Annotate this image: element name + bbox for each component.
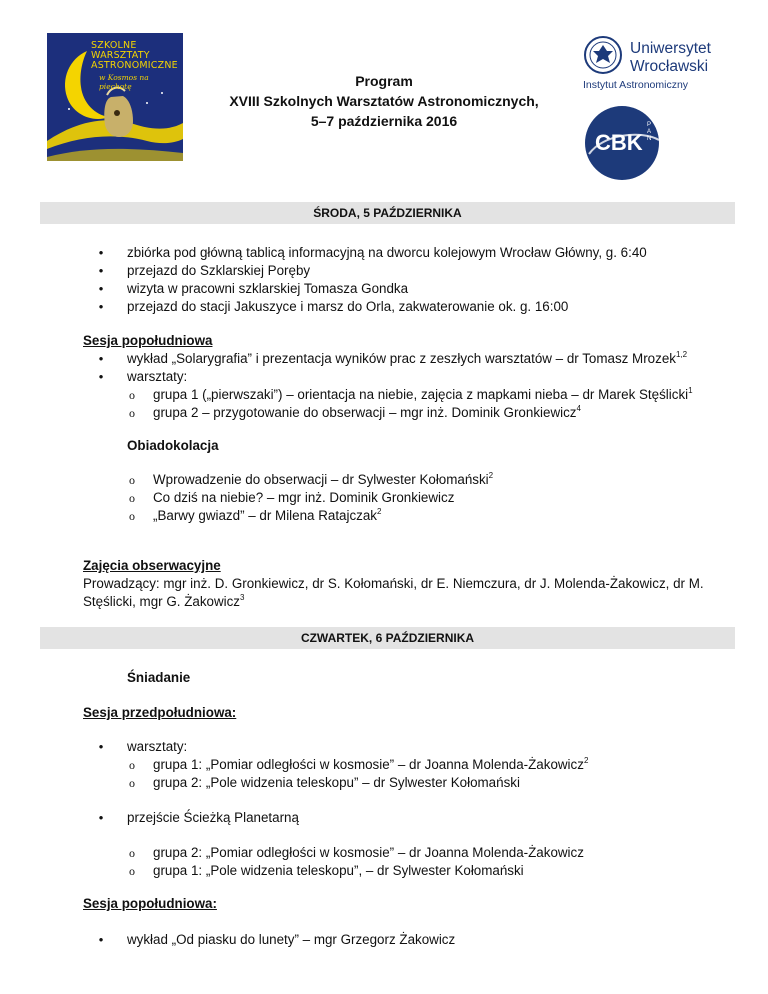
cbk-suffix: PAN [647, 122, 652, 142]
list-item: grupa 1 („pierwszaki”) – orientacja na niebie, zajęcia z mapkami nieba – dr Marek Stęślicki$^1$ [153, 386, 693, 402]
list-item: wizyta w pracowni szklarskiej Tomasza Gondka [127, 281, 409, 296]
sub-bullet-icon: o [129, 388, 135, 402]
sub-bullet-icon: o [129, 846, 135, 860]
afternoon2-heading: Sesja popołudniowa: [83, 896, 217, 911]
list-item: Wprowadzenie do obserwacji – dr Sylwester Kołomański$^2$ [153, 471, 494, 487]
logo-subtitle: w Kosmos na piechotę [99, 73, 149, 91]
list-item: „Barwy gwiazd” – dr Milena Ratajczak$^2$ [153, 507, 382, 523]
sub-bullet-icon: o [129, 509, 135, 523]
university-name: Uniwersytet Wrocławski [630, 40, 711, 75]
day2-title: CZWARTEK, 6 PAŹDZIERNIKA [40, 627, 735, 649]
list-item: grupa 2: „Pole widzenia teleskopu” – dr Sylwester Kołomański [153, 775, 520, 790]
sub-bullet-icon: o [129, 776, 135, 790]
observations-heading: Zajęcia obserwacyjne [83, 558, 221, 573]
list-item: przejazd do Szklarskiej Poręby [127, 263, 311, 278]
list-item: warsztaty: [127, 369, 188, 384]
bullet-icon: • [98, 351, 104, 366]
logo-title: SZKOLNE WARSZTATY ASTRONOMICZNE [91, 40, 178, 71]
bullet-icon: • [98, 739, 104, 754]
list-item: Co dziś na niebie? – mgr inż. Dominik Gronkiewicz [153, 490, 455, 505]
list-item: grupa 2: „Pomiar odległości w kosmosie” – dr Joanna Molenda-Żakowicz [153, 845, 584, 860]
list-item: warsztaty: [127, 739, 188, 754]
list-item: przejście Ścieżką Planetarną [127, 810, 299, 825]
sub-bullet-icon: o [129, 491, 135, 505]
sub-bullet-icon: o [129, 864, 135, 878]
afternoon-heading: Sesja popołudniowa [83, 333, 213, 348]
sub-bullet-icon: o [129, 473, 135, 487]
cbk-logo [583, 104, 661, 182]
list-item: wykład „Od piasku do lunety” – mgr Grzegorz Żakowicz [127, 932, 456, 947]
dinner-heading: Obiadokolacja [127, 438, 219, 453]
list-item: zbiórka pod główną tablicą informacyjną na dworcu kolejowym Wrocław Główny, g. 6:40 [127, 245, 647, 260]
cbk-label: CBK [595, 130, 643, 155]
bullet-icon: • [98, 263, 104, 278]
institute-name: Instytut Astronomiczny [583, 79, 689, 91]
university-logo [583, 35, 733, 95]
observations-text: Stęślicki, mgr G. Żakowicz$^3$ [83, 593, 245, 609]
list-item: grupa 1: „Pole widzenia teleskopu”, – dr Sylwester Kołomański [153, 863, 524, 878]
list-item: wykład „Solarygrafia” i prezentacja wyników prac z zeszłych warsztatów – dr Tomasz Mrozek$^{1,2}$ [127, 350, 688, 366]
observations-text: Prowadzący: mgr inż. D. Gronkiewicz, dr S. Kołomański, dr E. Niemczura, dr J. Molenda-Żakowicz, dr M. [83, 576, 704, 591]
page-title: Program XVIII Szkolnych Warsztatów Astronomicznych, 5–7 października 2016 [229, 73, 539, 129]
day1-title: ŚRODA, 5 PAŹDZIERNIKA [40, 202, 735, 224]
university-seal-icon [583, 35, 623, 75]
bullet-icon: • [98, 281, 104, 296]
sub-bullet-icon: o [129, 758, 135, 772]
bullet-icon: • [98, 810, 104, 825]
list-item: przejazd do stacji Jakuszyce i marsz do Orla, zakwaterowanie ok. g. 16:00 [127, 299, 569, 314]
bullet-icon: • [98, 245, 104, 260]
morning-heading: Sesja przedpołudniowa: [83, 705, 237, 720]
list-item: grupa 2 – przygotowanie do obserwacji – mgr inż. Dominik Gronkiewicz$^4$ [153, 404, 581, 420]
bullet-icon: • [98, 369, 104, 384]
breakfast-heading: Śniadanie [127, 670, 191, 685]
bullet-icon: • [98, 932, 104, 947]
sub-bullet-icon: o [129, 406, 135, 420]
list-item: grupa 1: „Pomiar odległości w kosmosie” – dr Joanna Molenda-Żakowicz$^2$ [153, 756, 589, 772]
bullet-icon: • [98, 299, 104, 314]
